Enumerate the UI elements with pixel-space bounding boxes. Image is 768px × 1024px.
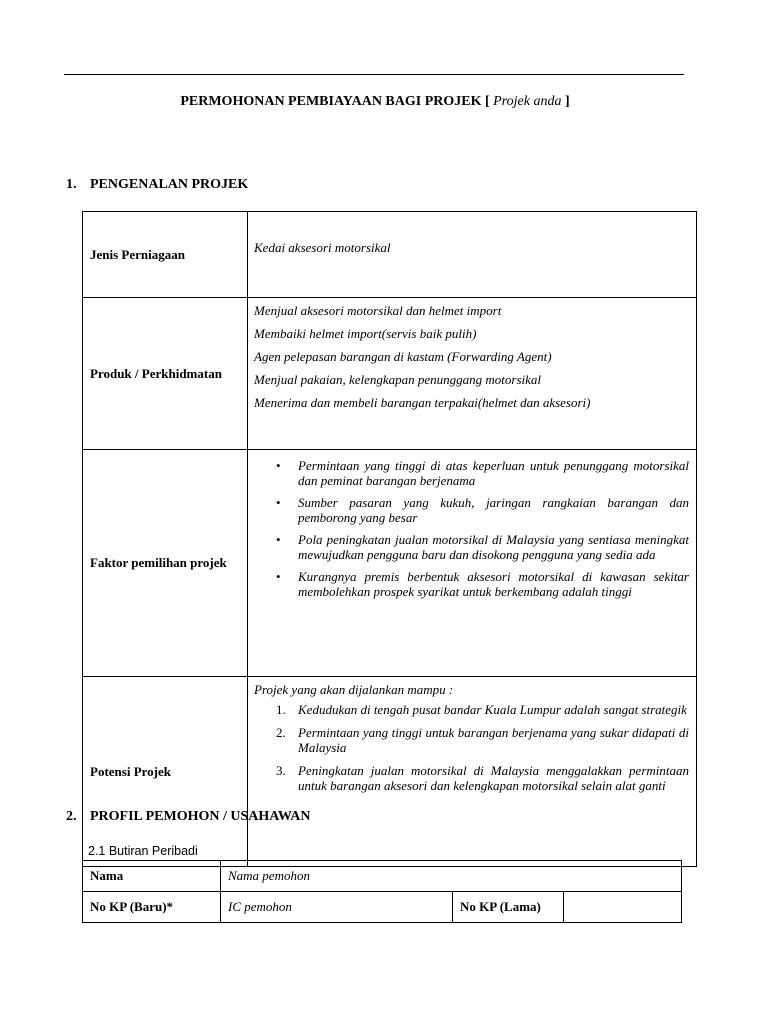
potensi-item-number: 2.: [276, 724, 286, 740]
kp-lama-field[interactable]: [564, 892, 682, 923]
nama-label: Nama: [83, 861, 221, 892]
personal-details-table: [82, 860, 682, 923]
kp-baru-field[interactable]: IC pemohon: [221, 892, 453, 923]
bullet-icon: •: [276, 532, 281, 547]
kp-baru-label: No KP (Baru)*: [83, 892, 221, 923]
title-main: PERMOHONAN PEMBIAYAAN BAGI PROJEK [: [180, 94, 490, 109]
potensi-item-text: Kedudukan di tengah pusat bandar Kuala Lumpur adalah sangat strategik: [298, 702, 687, 717]
faktor-list: [248, 450, 697, 677]
row-faktor: [83, 450, 697, 677]
section-1-heading: [66, 177, 248, 193]
section-1-title: PENGENALAN PROJEK: [90, 177, 249, 192]
faktor-item-text: Pola peningkatan jualan motorsikal di Malaysia yang sentiasa meningkat mewujudkan pengguna baru dan disokong pengguna yang sedia ada: [298, 532, 689, 562]
produk-item: Menerima dan membeli barangan terpakai(helmet dan aksesori): [254, 395, 591, 410]
potensi-label: Potensi Projek: [83, 677, 248, 867]
title-end: ]: [564, 94, 570, 109]
faktor-item-text: Sumber pasaran yang kukuh, jaringan rangkaian barangan dan pemborong yang besar: [298, 495, 689, 525]
jenis-label: Jenis Perniagaan: [83, 212, 248, 298]
row-produk: [83, 298, 697, 450]
faktor-item-text: Kurangnya premis berbentuk aksesori motorsikal di kawasan sekitar membolehkan prospek syarikat untuk berkembang adalah tinggi: [298, 569, 689, 599]
row-jenis-perniagaan: [83, 212, 697, 298]
faktor-item: [276, 532, 689, 562]
potensi-item-number: 1.: [276, 702, 286, 717]
faktor-item-text: Permintaan yang tinggi di atas keperluan untuk penunggang motorsikal dan peminat barangan berjenama: [298, 458, 689, 488]
produk-item: Menjual aksesori motorsikal dan helmet import: [254, 303, 502, 318]
potensi-content: [248, 677, 697, 867]
faktor-label: Faktor pemilihan projek: [83, 450, 248, 677]
jenis-value: Kedai aksesori motorsikal: [248, 212, 697, 298]
section-1-number: 1.: [66, 177, 77, 192]
row-potensi: [83, 677, 697, 867]
potensi-item-text: Peningkatan jualan motorsikal di Malaysia menggalakkan permintaan untuk barangan aksesori dan kelengkapan motorsikal selain alat ganti: [298, 762, 689, 793]
nama-field[interactable]: Nama pemohon: [221, 861, 682, 892]
project-intro-table: [82, 211, 697, 867]
potensi-item: [276, 762, 689, 794]
bullet-icon: •: [276, 458, 281, 473]
potensi-item-number: 3.: [276, 762, 286, 778]
produk-item: Agen pelepasan barangan di kastam (Forwarding Agent): [254, 349, 552, 364]
subsection-2-1-heading: 2.1 Butiran Peribadi: [88, 844, 198, 858]
faktor-item: [276, 458, 689, 488]
produk-item: Membaiki helmet import(servis baik pulih): [254, 326, 477, 341]
produk-item: Menjual pakaian, kelengkapan penunggang motorsikal: [254, 372, 542, 387]
row-nama: [83, 861, 682, 892]
bullet-icon: •: [276, 569, 281, 584]
section-2-title: PROFIL PEMOHON / USAHAWAN: [90, 809, 311, 824]
potensi-item-text: Permintaan yang tinggi untuk barangan berjenama yang sukar didapati di Malaysia: [298, 724, 689, 755]
title-italic: Projek anda: [493, 94, 562, 109]
bullet-icon: •: [276, 495, 281, 510]
potensi-item: [276, 702, 689, 718]
section-2-number: 2.: [66, 809, 77, 824]
potensi-item: [276, 724, 689, 756]
produk-label: Produk / Perkhidmatan: [83, 298, 248, 450]
produk-list: [248, 298, 697, 450]
faktor-item: [276, 495, 689, 525]
top-rule: [64, 74, 684, 75]
faktor-item: [276, 569, 689, 599]
row-no-kp: [83, 892, 682, 923]
potensi-intro: Projek yang akan dijalankan mampu :: [254, 682, 454, 697]
kp-lama-label: No KP (Lama): [453, 892, 564, 923]
section-2-heading: [66, 809, 311, 825]
document-title: [0, 94, 750, 110]
